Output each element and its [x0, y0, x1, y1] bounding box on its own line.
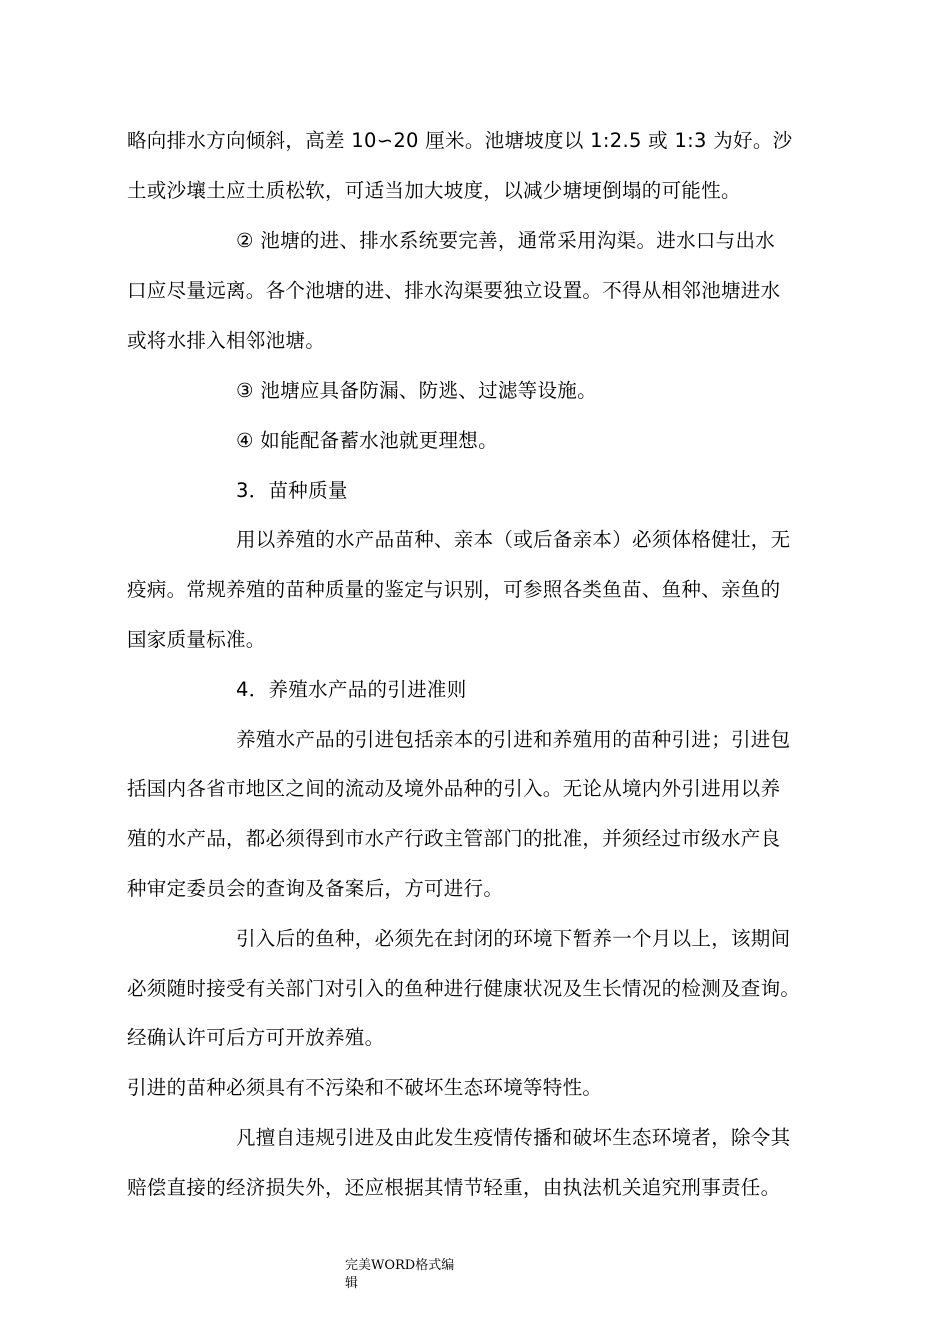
text-line: 土或沙壤土应土质松软，可适当加大坡度，以减少塘埂倒塌的可能性。: [127, 179, 741, 202]
text-line: 种审定委员会的查询及备案后，方可进行。: [127, 877, 504, 900]
text-line: 疫病。常规养殖的苗种质量的鉴定与识别，可参照各类鱼苗、鱼种、亲鱼的: [127, 578, 781, 601]
text-line: 养殖水产品的引进包括亲本的引进和养殖用的苗种引进；引进包: [236, 728, 791, 751]
text-line: 必须随时接受有关部门对引入的鱼种进行健康状况及生长情况的检测及查询。: [127, 977, 801, 1000]
text-line: 国家质量标准。: [127, 628, 266, 651]
text-line: 引入后的鱼种，必须先在封闭的环境下暂养一个月以上，该期间: [236, 927, 791, 950]
text-line: ③ 池塘应具备防漏、防逃、过滤等设施。: [236, 379, 597, 402]
text-line: 殖的水产品，都必须得到市水产行政主管部门的批准，并须经过市级水产良: [127, 827, 781, 850]
text-line: 凡擅自违规引进及由此发生疫情传播和破坏生态环境者，除令其: [236, 1126, 791, 1149]
text-line: 用以养殖的水产品苗种、亲本（或后备亲本）必须体格健壮，无: [236, 528, 791, 551]
section-heading: 3．苗种质量: [236, 479, 348, 502]
text-line: 或将水排入相邻池塘。: [127, 329, 326, 352]
text-line: 引进的苗种必须具有不污染和不破坏生态环境等特性。: [127, 1076, 603, 1099]
text-line: ② 池塘的进、排水系统要完善，通常采用沟渠。进水口与出水: [236, 229, 776, 252]
text-line: 经确认许可后方可开放养殖。: [127, 1026, 385, 1049]
text-line: 赔偿直接的经济损失外，还应根据其情节轻重，由执法机关追究刑事责任。: [127, 1176, 781, 1199]
section-heading: 4．养殖水产品的引进准则: [236, 678, 467, 701]
text-line: ④ 如能配备蓄水池就更理想。: [236, 429, 498, 452]
text-line: 口应尽量远离。各个池塘的进、排水沟渠要独立设置。不得从相邻池塘进水: [127, 279, 781, 302]
footer-text: 辑: [345, 1276, 359, 1291]
text-line: 略向排水方向倾斜，高差 10∽20 厘米。池塘坡度以 1:2.5 或 1:3 为好。沙: [127, 129, 793, 152]
text-line: 括国内各省市地区之间的流动及境外品种的引入。无论从境内外引进用以养: [127, 777, 781, 800]
footer-text: 完美WORD格式编: [345, 1258, 455, 1273]
